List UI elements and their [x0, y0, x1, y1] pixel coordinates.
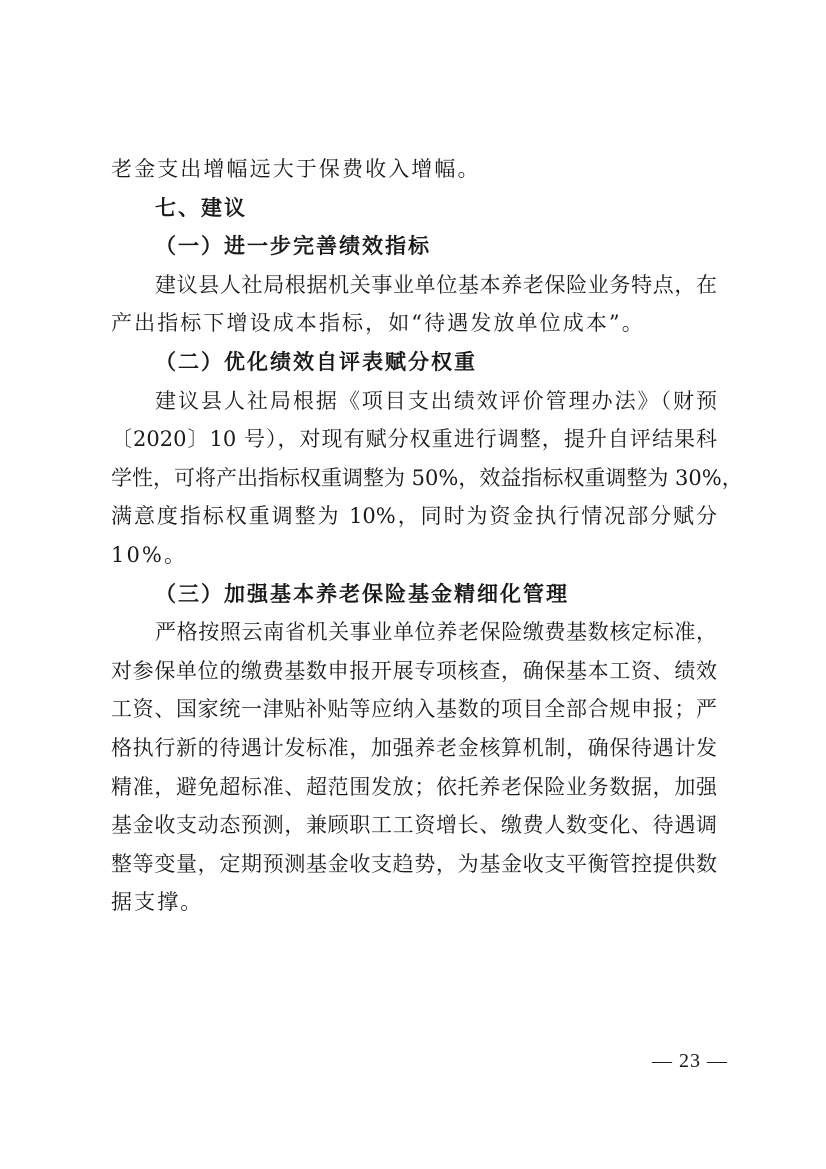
subsection-heading: （一）进一步完善绩效指标: [155, 233, 431, 259]
paragraph-line: 学性，可将产出指标权重调整为 50%，效益指标权重调整为 30%，: [111, 465, 743, 490]
paragraph-line: 严格按照云南省机关事业单位养老保险缴费基数核定标准，: [155, 620, 717, 645]
paragraph-line: 整等变量，定期预测基金收支趋势，为基金收支平衡管控提供数: [111, 851, 717, 876]
paragraph-line: 10%。: [111, 542, 188, 567]
paragraph-line: 〔2020〕10 号），对现有赋分权重进行调整，提升自评结果科: [111, 427, 717, 452]
paragraph-line: 据支撑。: [111, 890, 204, 915]
section-heading: 七、建议: [155, 195, 247, 220]
paragraph-line: 建议县人社局根据《项目支出绩效评价管理办法》（财预: [155, 388, 717, 413]
page-number: — 23 —: [652, 1050, 728, 1072]
document-body: [111, 150, 743, 922]
paragraph-line: 产出指标下增设成本指标，如“待遇发放单位成本”。: [111, 311, 645, 336]
paragraph-line: 建议县人社局根据机关事业单位基本养老保险业务特点，在: [155, 272, 717, 297]
paragraph-line: 满意度指标权重调整为 10%，同时为资金执行情况部分赋分: [111, 504, 717, 529]
paragraph-line: 格执行新的待遇计发标准，加强养老金核算机制，确保待遇计发: [111, 735, 717, 760]
paragraph-line: 基金收支动态预测，兼顾职工工资增长、缴费人数变化、待遇调: [111, 813, 717, 838]
paragraph-line: 老金支出增幅远大于保费收入增幅。: [111, 157, 481, 181]
paragraph-line: 工资、国家统一津贴补贴等应纳入基数的项目全部合规申报；严: [111, 697, 717, 722]
subsection-heading: （三）加强基本养老保险基金精细化管理: [155, 580, 569, 606]
subsection-heading: （二）优化绩效自评表赋分权重: [155, 348, 477, 374]
paragraph-line: 精准，避免超标准、超范围发放；依托养老保险业务数据，加强: [111, 774, 717, 799]
paragraph-line: 对参保单位的缴费基数申报开展专项核查，确保基本工资、绩效: [111, 658, 717, 683]
